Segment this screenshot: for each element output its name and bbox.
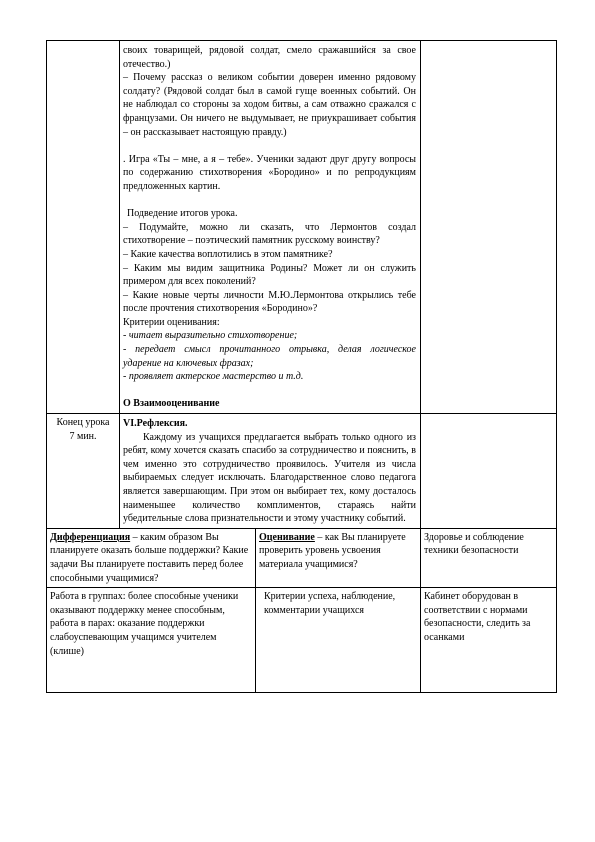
differentiation-header-cell [47, 528, 256, 587]
lesson-plan-table [46, 40, 557, 693]
criterion: - читает выразительно стихотворение; [123, 330, 298, 342]
time-value: 7 мин. [69, 430, 97, 442]
question: – Подумайте, можно ли сказать, что Лермонтов создал стихотворение – поэтический памятник русскому воинству? [123, 221, 416, 247]
cabinet-cell [421, 588, 557, 693]
resources-cell-empty [421, 41, 557, 414]
lesson-content-cell [120, 41, 421, 414]
evaluation-header-cell [256, 528, 421, 587]
reflection-title: VI.Рефлексия. [123, 418, 188, 430]
differentiation-question: – каким образом Вы планируете оказать больше поддержки? Какие задачи Вы планируете поставить перед более способными учащимися? [50, 531, 249, 584]
question: – Каким мы видим защитника Родины? Может ли он служить примером для всех поколений? [123, 262, 416, 288]
paragraph: своих товарищей, рядовой солдат, смело сражавшийся за свое отечество.) [123, 45, 416, 70]
reflection-row [47, 414, 557, 529]
resources-cell-empty [421, 414, 557, 529]
paragraph: – Почему рассказ о великом событии доверен именно рядовому солдату? (Рядовой солдат был в самой гуще военных событий. Он не наблюдал со стороны за ходом битвы, а сам отважно сражался с французами. Он ничего не выдумывает, не приукрашивает события – он рассказывает настоящую правду.) [123, 72, 416, 138]
reflection-content-cell [120, 414, 421, 529]
group-work-cell [47, 588, 256, 693]
group-work-text: Работа в группах: более способные ученики оказывают поддержку менее способным, работа в парах: оказание поддержки слабоуспевающим учащимся учителем (клише) [50, 591, 239, 657]
criteria-title: Критерии оценивания: [123, 316, 220, 328]
success-criteria-cell [256, 588, 421, 693]
time-cell [47, 414, 120, 529]
evaluation-question: – как Вы планируете проверить уровень усвоения материала учащимися? [259, 531, 406, 570]
evaluation-title: Оценивание [259, 531, 315, 543]
criterion: - проявляет актерское мастерство и т.д. [123, 371, 304, 383]
planning-header-row [47, 528, 557, 587]
question: – Какие новые черты личности М.Ю.Лермонтова открылись тебе после прочтения стихотворения «Бородино»? [123, 289, 416, 315]
question: – Какие качества воплотились в этом памятнике? [123, 248, 333, 260]
criterion: - передает смысл прочитанного отрывка, делая логическое ударение на ключевых фразах; [123, 344, 416, 369]
time-label: Конец урока [56, 417, 110, 429]
health-title: Здоровье и соблюдение техники безопасности [424, 531, 524, 557]
reflection-text: Каждому из учащихся предлагается выбрать только одного из ребят, кому хочется сказать спасибо за сотрудничество и пояснить, в чем именно это сотрудничество проявилось. Учителя из числа выбираемых следует исключать. Благодарственное слово педагога является завершающим. При этом он выбирает тех, кому досталось наименьшее количество комплиментов, стараясь найти убедительные слова признательности и этому участнику событий. [123, 431, 416, 525]
continuation-row [47, 41, 557, 414]
health-header-cell [421, 528, 557, 587]
summary-title: Подведение итогов урока. [127, 208, 238, 220]
game-paragraph: . Игра «Ты – мне, а я – тебе». Ученики задают друг другу вопросы по содержанию стихотворения «Бородино» и по репродукциям предложенных картин. [123, 153, 416, 192]
peer-evaluation-label: О Взаимооценивание [123, 398, 220, 410]
differentiation-title: Дифференциация [50, 531, 131, 543]
planning-content-row [47, 588, 557, 693]
cabinet-text: Кабинет оборудован в соответствии с нормами безопасности, следить за осанками [424, 591, 531, 643]
time-cell-empty [47, 41, 120, 414]
success-criteria-text: Критерии успеха, наблюдение, комментарии учащихся [264, 591, 396, 616]
